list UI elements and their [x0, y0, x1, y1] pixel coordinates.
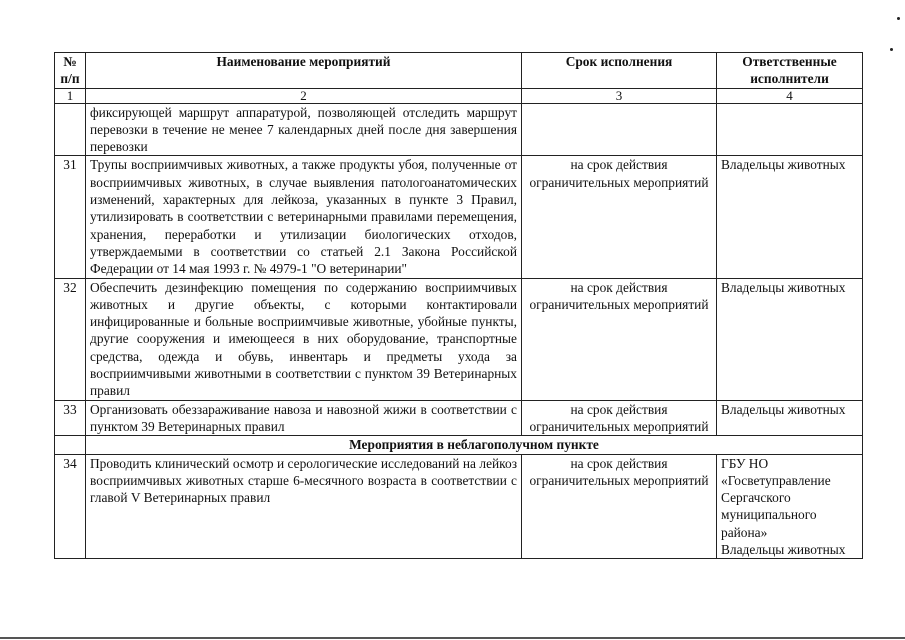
term-text: на срок действия ограничительных мероприятий: [522, 278, 717, 400]
responsible-cell: [717, 454, 863, 559]
header-num: № п/п: [55, 53, 86, 89]
section-num-empty: [55, 436, 86, 454]
measure-text: Проводить клинический осмотр и серологические исследований на лейкоз восприимчивых животных старше 6-месячного возраста в соответствии с главой V Ветеринарных правил: [86, 454, 522, 559]
scan-speck-top: [897, 17, 900, 20]
term-text: на срок действия ограничительных мероприятий: [522, 400, 717, 436]
responsible-text: Владельцы животных: [717, 278, 863, 400]
continuation-text: фиксирующей маршрут аппаратурой, позволяющей отследить маршрут перевозки в течение не менее 7 календарных дней после дня завершения перевозки: [86, 103, 522, 156]
scan-speck-right: [890, 48, 893, 51]
column-number: 4: [717, 88, 863, 103]
section-title: Мероприятия в неблагополучном пункте: [86, 436, 863, 454]
measures-table: [54, 52, 863, 559]
column-number: 3: [522, 88, 717, 103]
term-text: на срок действия ограничительных мероприятий: [522, 454, 717, 559]
row-num: 33: [55, 400, 86, 436]
header-responsible: Ответственные исполнители: [717, 53, 863, 89]
row-num-empty: [55, 103, 86, 156]
measure-text: Обеспечить дезинфекцию помещения по содержанию восприимчивых животных и другие объекты, с которыми контактировали инфицированные и больные восприимчивые животные, убойные пункты, другие сооружения и имеющееся в них оборудование, транспортные средства, одежда и обувь, инвентарь и предметы ухода за восприимчивыми животными в соответствии с пунктом 39 Ветеринарных правил: [86, 278, 522, 400]
row-num: 34: [55, 454, 86, 559]
table-row: [55, 400, 863, 436]
column-number: 2: [86, 88, 522, 103]
responsible-empty: [717, 103, 863, 156]
table-row: [55, 454, 863, 559]
row-num: 32: [55, 278, 86, 400]
responsible-text: Владельцы животных: [717, 400, 863, 436]
table-row: [55, 278, 863, 400]
responsible-org: ГБУ НО «Госветуправление Сергачского муниципального района»: [721, 455, 831, 540]
measure-text: Организовать обеззараживание навоза и навозной жижи в соответствии с пунктом 39 Ветеринарных правил: [86, 400, 522, 436]
row-num: 31: [55, 156, 86, 278]
header-name: Наименование мероприятий: [86, 53, 522, 89]
column-number-row: [55, 88, 863, 103]
page-bottom-edge: [0, 637, 905, 639]
header-row: [55, 53, 863, 89]
responsible-text: Владельцы животных: [717, 156, 863, 278]
table-row: [55, 156, 863, 278]
column-number: 1: [55, 88, 86, 103]
header-term: Срок исполнения: [522, 53, 717, 89]
continuation-row: [55, 103, 863, 156]
measure-text: Трупы восприимчивых животных, а также продукты убоя, полученные от восприимчивых животных, в случае выявления патологоанатомических изменений, характерных для лейкоза, указанных в пункте 3 Правил, утилизировать в соответствии с ветеринарными правилами перемещения, хранения, переработки и утилизации биологических отходов, утверждаемыми в соответствии со статьей 2.1 Закона Российской Федерации от 14 мая 1993 г. № 4979-1 "О ветеринарии": [86, 156, 522, 278]
term-empty: [522, 103, 717, 156]
term-text: на срок действия ограничительных мероприятий: [522, 156, 717, 278]
responsible-owner: Владельцы животных: [721, 542, 846, 558]
section-row: [55, 436, 863, 454]
